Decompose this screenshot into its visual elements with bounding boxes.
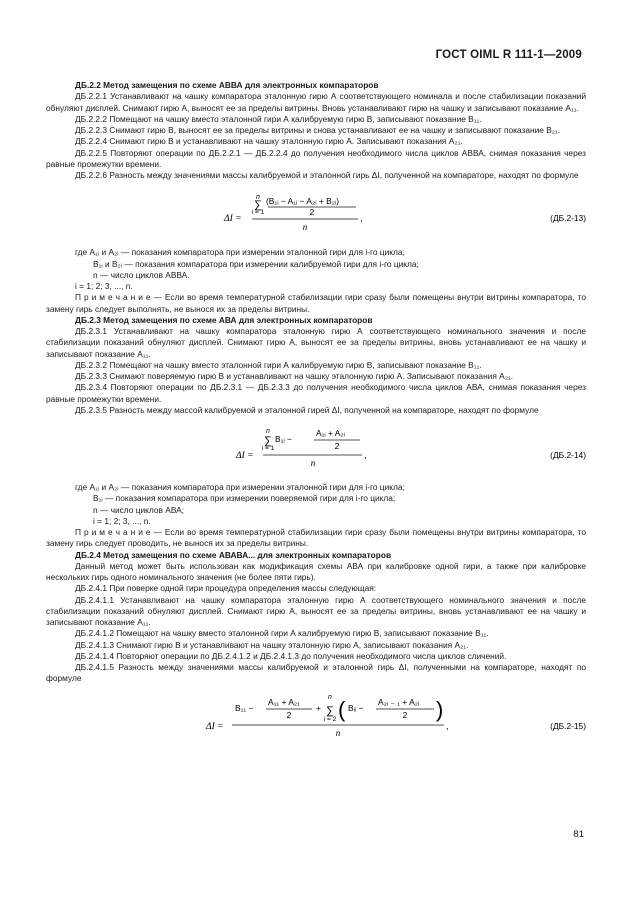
note-label: П р и м е ч а н и е	[75, 292, 151, 303]
formula-lhs: ΔI =	[224, 214, 242, 225]
note-label: П р и м е ч а н и е	[75, 527, 151, 537]
section-heading: ДБ.2.2 Метод замещения по схеме АВВА для электронных компараторов	[75, 80, 379, 90]
equation-number: (ДБ.2-14)	[550, 450, 586, 460]
paragraph: ДБ.2.2.6 Разность между значениями массы калибруемой и эталонной гирь ΔI, полученной на компараторе, находят по формуле	[75, 170, 579, 180]
paragraph: ДБ.2.2.5 Повторяют операции по ДБ.2.2.1 — ДБ.2.2.4 до получения необходимого числа циклов АВВА, снимая показания через равные промежутки времени.	[46, 147, 586, 169]
sigma-symbol: ∑	[326, 704, 334, 717]
formula-denominator: n	[335, 727, 341, 738]
paragraph: ДБ.2.3.2 Помещают на чашку вместо эталонной гири А калибруемую гирю В, записывают показание В₁₁.	[75, 359, 482, 370]
legend-line: i = 1; 2; 3, ..., n.	[75, 281, 133, 291]
legend-line: В₁ᵢ — показания компаратора при измерении поверяемой гири для i-го цикла;	[93, 493, 396, 504]
sum-lower-limit: i = 2	[323, 715, 337, 723]
paragraph: ДБ.2.3.1 Устанавливают на чашку компаратора эталонную гирю А соответствующего номинального значения и после стабилизации показаний обнуляют дисплей. Снимают гирю А, выносят ее за пределы витрины, вновь устанавливают ее на чашку и записывают показание А₁₁.	[46, 326, 586, 359]
paragraph: ДБ.2.4.1.2 Помещают на чашку вместо эталонной гири А калибруемую гирю В, записывают показание В₁₁.	[75, 628, 489, 639]
formula-b11: B₁₁ −	[235, 702, 254, 713]
legend-line: i = 1; 2; 3, ..., n.	[93, 515, 151, 526]
page-number: 81	[573, 829, 584, 840]
paragraph: ДБ.2.4.1.4 Повторяют операции по ДБ.2.4.1.2 и ДБ.2.4.1.3 до получения необходимого числа циклов сличений.	[75, 650, 507, 661]
inner-denominator: 2	[334, 441, 340, 451]
formula-denominator: n	[302, 222, 308, 233]
formula-graphic	[46, 687, 586, 751]
formula-graphic	[46, 183, 586, 245]
sum-upper-limit: n	[266, 428, 270, 435]
sum-upper-limit: n	[328, 693, 332, 701]
note-text: — Если во время температурной стабилизации гири сразу были помещены внутри витрины компаратора, то замену гирь следует выполнять, не вынося их за пределы витрины.	[46, 292, 587, 314]
formula-graphic	[46, 418, 586, 480]
legend-line: n — число циклов АВА;	[93, 504, 184, 515]
paragraph: ДБ.2.2.2 Помещают на чашку вместо эталонной гири А калибруемую гирю В, записывают показание В₁₁.	[75, 113, 482, 124]
formula-bi: Bᵢᵢ −	[348, 702, 364, 713]
formula-f1	[46, 183, 586, 245]
legend-line: где А₁ᵢ и А₂ᵢ — показания компаратора при измерении эталонной гири для i-го цикла;	[75, 247, 405, 258]
fraction2-numerator: A₂ᵢ ₋ ₁ + A₂ᵢ	[378, 696, 420, 707]
note	[46, 527, 586, 550]
document-header: ГОСТ OIML R 111-1—2009	[435, 49, 582, 61]
formula-lhs: ΔI =	[206, 721, 224, 732]
paragraph: ДБ.2.3.4 Повторяют операции по ДБ.2.3.1 — ДБ.2.3.3 до получения необходимого числа циклов АВА, снимая показания через равные промежутки времени.	[46, 382, 586, 404]
formula-b-term: B₁ᵢ −	[275, 434, 292, 444]
formula-denominator: n	[310, 458, 316, 468]
paragraph: Данный метод может быть использован как модификация схемы АВА при калибровке одной гири, а также при калибровке нескольких гирь одного номинального значения (не более пяти гирь).	[46, 560, 586, 582]
equation-number: (ДБ.2-15)	[550, 720, 586, 731]
formula-f3	[46, 687, 586, 751]
legend-line: n — число циклов АВВА.	[93, 269, 190, 280]
paragraph: ДБ.2.4.1.3 Снимают гирю В и устанавливают на чашку эталонную гирю А, записывают показания А₂₁.	[75, 639, 469, 650]
formula-f2	[46, 418, 586, 480]
fraction2-denominator: 2	[402, 709, 408, 720]
right-paren: )	[436, 696, 444, 722]
paragraph: ДБ.2.4.1.1 Устанавливают на чашку компаратора эталонную гирю А соответствующего номинального значения и после стабилизации показаний обнуляют дисплей. Снимают гирю А, выносят ее за пределы витрины, вновь устанавливают ее на чашку и записывают показание А₁₁.	[46, 594, 586, 627]
section-heading: ДБ.2.3 Метод замещения по схеме АВА для электронных компараторов	[75, 314, 373, 325]
paragraph: ДБ.2.2.4 Снимают гирю В и устанавливают на чашку эталонную гирю А. Записывают показания А₂₁.	[75, 136, 463, 147]
inner-numerator: A₁ᵢ + A₂ᵢ	[316, 428, 345, 438]
plus-sign: +	[316, 702, 321, 713]
section-heading: ДБ.2.4 Метод замещения по схеме АВАВА... для электронных компараторов	[75, 549, 392, 560]
document-body	[46, 80, 586, 753]
sigma-symbol: ∑	[254, 199, 262, 212]
formula-comma: ,	[364, 450, 367, 460]
sum-lower-limit: i = 1	[251, 209, 265, 217]
note	[46, 292, 586, 315]
paragraph: ДБ.2.3.3 Снимают поверяемую гирю В и устанавливают на чашку эталонную гирю А. Записывают показания А₂₁.	[75, 371, 514, 381]
note-text: — Если во время температурной стабилизации гири сразу были помещены внутри витрины компаратора, то замену гирь следует проводить, не вынося их за пределы витрины.	[46, 527, 587, 549]
formula-numerator: (B₁ᵢ − A₁ᵢ − A₂ᵢ + B₂ᵢ)	[266, 196, 340, 207]
sum-lower-limit: i = 1	[261, 445, 275, 452]
formula-comma: ,	[446, 720, 449, 731]
sum-upper-limit: n	[256, 194, 260, 202]
equation-number: (ДБ.2-13)	[550, 213, 586, 224]
inner-denominator: 2	[309, 207, 315, 218]
sigma-symbol: ∑	[264, 435, 272, 447]
paragraph: ДБ.2.4.1 При поверке одной гири процедура определения массы следующая:	[75, 583, 377, 594]
paragraph: ДБ.2.2.1 Устанавливают на чашку компаратора эталонную гирю А соответствующего номинала и после стабилизации показаний обнуляют дисплей. Снимают гирю А, выносят ее за пределы витрины. Вновь устанавливают гирю на чашку и записывают показание А₁₁.	[46, 91, 586, 113]
paragraph: ДБ.2.3.5 Разность между массой калибруемой и эталонной гирей ΔI, полученной на компараторе, находят по формуле	[75, 404, 539, 415]
paragraph: ДБ.2.2.3 Снимают гирю В, выносят ее за пределы витрины и снова устанавливают ее на чашку и записывают показание В₂₁.	[75, 125, 561, 135]
paragraph: ДБ.2.4.1.5 Разность между значениями массы калибруемой и эталонной гирь ΔI, полученными на компараторе, находят по формуле	[46, 662, 586, 684]
legend-line: где А₁ᵢ и А₂ᵢ — показания компаратора при измерении эталонной гири для i-го цикла;	[75, 482, 405, 492]
formula-lhs: ΔI =	[236, 451, 254, 461]
fraction1-numerator: A₁₁ + A₂₁	[268, 696, 300, 707]
fraction1-denominator: 2	[286, 709, 292, 720]
left-paren: (	[338, 696, 346, 722]
legend-line: В₁ᵢ и В₂ᵢ — показания компаратора при измерении калибруемой гири для i-го цикла;	[93, 258, 419, 269]
formula-comma: ,	[360, 213, 363, 224]
